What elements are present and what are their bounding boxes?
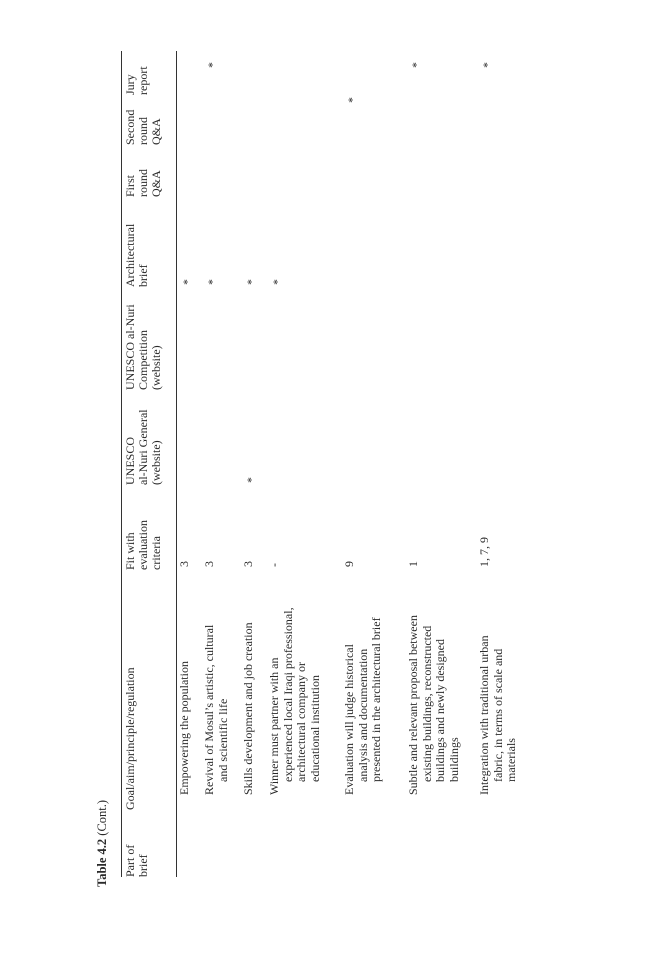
goal-line: Integration with traditional urban: [477, 635, 491, 795]
asterisk-mark-arch-brief: *: [180, 279, 194, 285]
asterisk-mark-jury: *: [480, 62, 494, 68]
goal-line: Subtle and relevant proposal between: [406, 615, 420, 795]
asterisk-mark-jury: *: [409, 62, 423, 68]
fit-criteria-cell: -: [267, 563, 281, 567]
top-rule: [121, 51, 122, 877]
goal-cell: [203, 625, 230, 795]
table-caption-suffix: (Cont.): [95, 799, 109, 836]
header-goal: Goal/aim/principle/regulation: [123, 667, 137, 810]
goal-line: Evaluation will judge historical: [342, 644, 356, 795]
goal-line: materials: [504, 738, 518, 782]
fit-criteria-cell: 3: [241, 561, 255, 567]
table-caption: [95, 800, 110, 887]
header-first-round-qa: First round Q&A: [123, 169, 163, 197]
fit-criteria-cell: 1, 7, 9: [477, 537, 491, 567]
goal-line: Winner must partner with an: [267, 657, 281, 795]
header-unesco-competition: UNESCO al-Nuri Competition (website): [123, 304, 163, 390]
asterisk-mark-unesco-general: *: [244, 477, 258, 483]
fit-criteria-cell: 1: [406, 561, 420, 567]
goal-cell: [178, 661, 192, 795]
header-second-round-qa: Second round Q&A: [123, 109, 163, 145]
goal-cell: [478, 635, 519, 795]
goal-line: buildings: [446, 737, 461, 782]
goal-cell: [343, 617, 384, 795]
table-label: Table 4.2: [95, 838, 109, 887]
header-jury-report: Jury report: [123, 66, 150, 95]
goal-line: analysis and documentation: [355, 648, 370, 782]
header-fit-with-evaluation: Fit with evaluation criteria: [123, 520, 163, 570]
goal-cell: [407, 615, 461, 795]
goal-line: and scientific life: [215, 698, 230, 782]
header-architectural-brief: Architectural brief: [123, 223, 150, 287]
goal-line: architectural company or: [294, 662, 308, 782]
asterisk-mark-arch-brief: *: [205, 279, 219, 285]
goal-line: Revival of Mosul’s artistic, cultural: [202, 624, 216, 795]
asterisk-mark-arch-brief: *: [270, 279, 284, 285]
asterisk-mark-jury: *: [205, 62, 219, 68]
asterisk-mark-second-round: *: [345, 97, 359, 103]
goal-line: educational institution: [307, 675, 322, 782]
goal-line: Empowering the population: [177, 661, 191, 795]
goal-cell: [268, 607, 322, 795]
goal-line: presented in the architectural brief: [369, 617, 383, 782]
header-unesco-general: UNESCO al-Nuri General (website): [123, 409, 163, 485]
goal-line: experienced local Iraqi professional,: [280, 607, 295, 782]
fit-criteria-cell: 3: [177, 561, 191, 567]
header-part-of-brief: Part of brief: [123, 844, 150, 877]
goal-line: buildings and newly designed: [433, 639, 447, 782]
fit-criteria-cell: 9: [342, 561, 356, 567]
goal-cell: [242, 622, 256, 795]
fit-criteria-cell: 3: [202, 561, 216, 567]
goal-line: existing buildings, reconstructed: [419, 625, 434, 782]
asterisk-mark-arch-brief: *: [244, 279, 258, 285]
goal-line: Skills development and job creation: [241, 622, 255, 795]
goal-line: fabric, in terms of scale and: [490, 648, 505, 782]
